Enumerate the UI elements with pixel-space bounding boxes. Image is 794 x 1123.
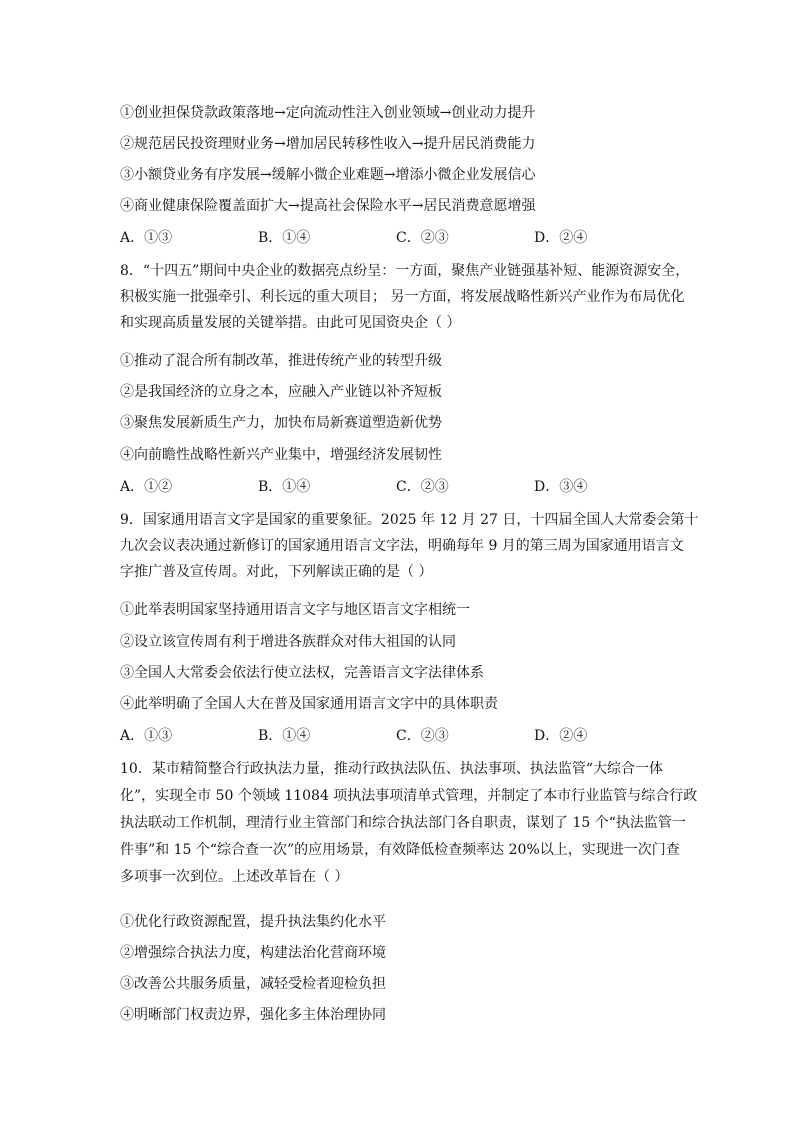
q8-option-3: ③聚焦发展新质生产力，加快布局新赛道塑造新优势 — [120, 415, 442, 431]
q8-stem-line-1: 8．“十四五”期间中央企业的数据亮点纷呈：一方面，聚焦产业链强基补短、能源资源安全， — [120, 263, 690, 279]
q7-option-4: ④商业健康保险覆盖面扩大→提高社会保险水平→居民消费意愿增强 — [120, 198, 536, 214]
q9-stem-line-2: 九次会议表决通过新修订的国家通用语言文字法，明确每年 9 月的第三周为国家通用语言文 — [120, 538, 684, 554]
q9-choice-d: D．②④ — [534, 728, 588, 744]
q9-option-3: ③全国人大常委会依法行使立法权，完善语言文字法律体系 — [120, 665, 484, 681]
q10-option-1: ①优化行政资源配置，提升执法集约化水平 — [120, 914, 386, 930]
q8-stem-line-3: 和实现高质量发展的关键举措。由此可见国资央企（ ） — [120, 315, 461, 331]
q8-option-2: ②是我国经济的立身之本，应融入产业链以补齐短板 — [120, 384, 442, 400]
q9-choice-a: A．①③ — [120, 728, 173, 744]
q8-choice-b: B．①④ — [258, 479, 311, 495]
q7-choice-d: D．②④ — [534, 230, 588, 246]
q7-option-3: ③小额贷业务有序发展→缓解小微企业难题→增添小微企业发展信心 — [120, 167, 536, 183]
q7-choice-a: A．①③ — [120, 230, 173, 246]
q8-option-4: ④向前瞻性战略性新兴产业集中，增强经济发展韧性 — [120, 447, 442, 463]
q10-stem-line-1: 10．某市精简整合行政执法力量，推动行政执法队伍、执法事项、执法监管“大综合一体 — [120, 761, 663, 777]
q7-option-1: ①创业担保贷款政策落地→定向流动性注入创业领域→创业动力提升 — [120, 105, 536, 121]
q9-stem-line-3: 字推广普及宣传周。对此，下列解读正确的是（ ） — [120, 564, 433, 580]
q10-option-2: ②增强综合执法力度，构建法治化营商环境 — [120, 945, 386, 961]
q10-option-3: ③改善公共服务质量，减轻受检者迎检负担 — [120, 976, 386, 992]
q9-stem-line-1: 9．国家通用语言文字是国家的重要象征。2025 年 12 月 27 日，十四届全国人大常委会第十 — [120, 512, 699, 528]
q9-choice-c: C．②③ — [396, 728, 449, 744]
q9-option-1: ①此举表明国家坚持通用语言文字与地区语言文字相统一 — [120, 602, 470, 618]
q10-stem-line-2: 化”，实现全市 50 个领域 11084 项执法事项清单式管理，并制定了本市行业监管与综合行政 — [120, 788, 698, 804]
q8-choice-a: A．①② — [120, 479, 173, 495]
q8-option-1: ①推动了混合所有制改革，推进传统产业的转型升级 — [120, 353, 442, 369]
q8-stem-line-2: 积极实施一批强牵引、利长远的重大项目； 另一方面，将发展战略性新兴产业作为布局优化 — [120, 289, 685, 305]
q7-choice-c: C．②③ — [396, 230, 449, 246]
q10-stem-line-3: 执法联动工作机制，理清行业主管部门和综合执法部门各自职责，谋划了 15 个“执法监管一 — [120, 815, 686, 831]
q10-option-4: ④明晰部门权责边界，强化多主体治理协同 — [120, 1007, 386, 1023]
q9-option-2: ②设立该宣传周有利于增进各族群众对伟大祖国的认同 — [120, 634, 456, 650]
q7-choice-b: B．①④ — [258, 230, 311, 246]
q10-stem-line-4: 件事”和 15 个“综合查一次”的应用场景，有效降低检查频率达 20%以上，实现进一次门查 — [120, 842, 680, 858]
q9-choice-b: B．①④ — [258, 728, 311, 744]
q8-choice-d: D．③④ — [534, 479, 588, 495]
q7-option-2: ②规范居民投资理财业务→增加居民转移性收入→提升居民消费能力 — [120, 136, 536, 152]
q9-option-4: ④此举明确了全国人大在普及国家通用语言文字中的具体职责 — [120, 696, 498, 712]
q10-stem-line-5: 多项事一次到位。上述改革旨在（ ） — [120, 869, 349, 885]
q8-choice-c: C．②③ — [396, 479, 449, 495]
